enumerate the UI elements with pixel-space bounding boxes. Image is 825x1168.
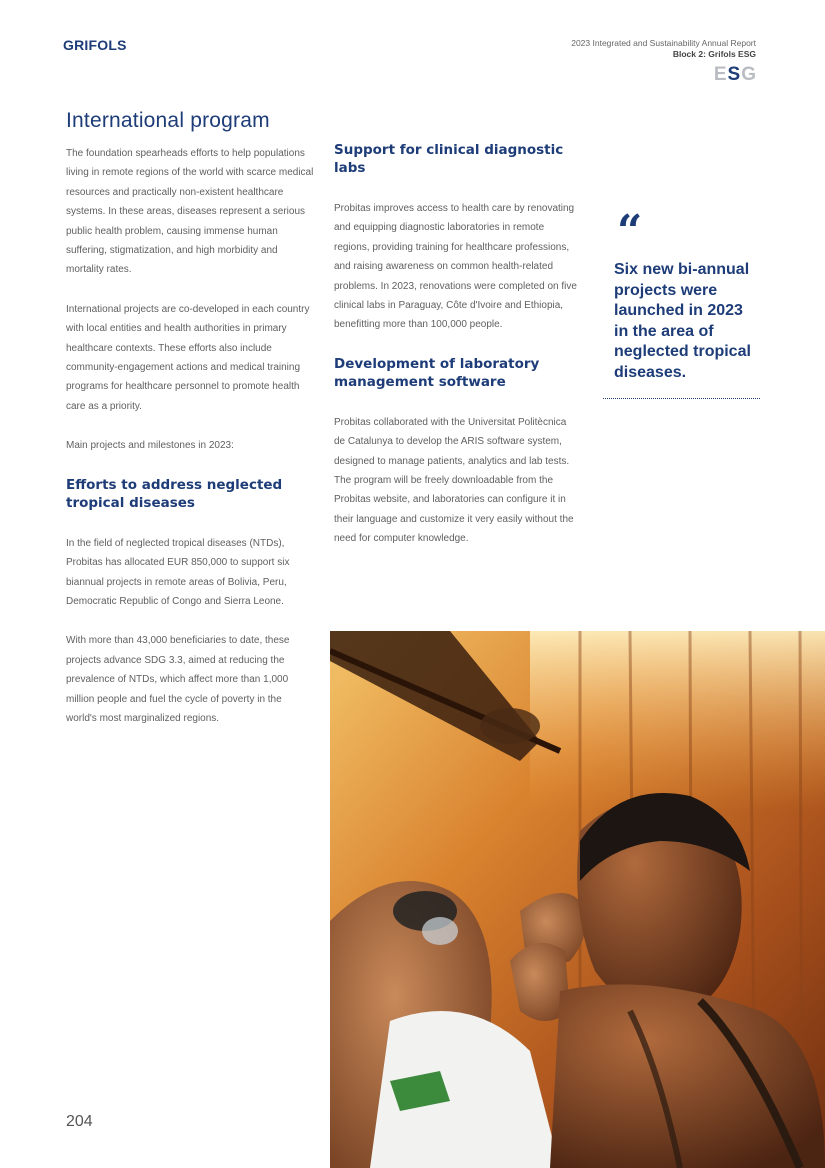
- milestones-paragraph: Main projects and milestones in 2023:: [66, 440, 234, 452]
- esg-badge: [714, 64, 757, 86]
- labs-heading: Support for clinical diagnostic labs: [334, 142, 564, 176]
- report-block: Block 2: Grifols ESG: [672, 49, 756, 59]
- labs-paragraph: Probitas improves access to health care by renovating and equipping diagnostic laboratories in remote regions, providing training for healthcare professions, and raising awareness on common health-related problems. In 2023, renovations were completed on five clinical labs in Paraguay, Côte d'Ivoire and Ethiopia, benefitting more than 100,000 people.: [334, 203, 577, 331]
- esg-letter-g: G: [741, 64, 757, 85]
- page-title: International program: [66, 109, 270, 133]
- quote-divider: [603, 398, 760, 399]
- left-column: [66, 144, 314, 748]
- report-title: 2023 Integrated and Sustainability Annual Report: [571, 38, 756, 48]
- software-paragraph: Probitas collaborated with the Universitat Politècnica de Catalunya to develop the ARIS software system, designed to manage patients, analytics and lab tests. The program will be freely downloadable from the Probitas website, and laboratories can configure it in their language and customize it very easily without the need for computer knowledge.: [334, 416, 574, 545]
- middle-column: [334, 141, 578, 569]
- quote-mark-icon: “: [617, 206, 643, 257]
- intro-paragraph: The foundation spearheads efforts to help populations living in remote regions of the world with scarce medical resources and practically non-existent healthcare systems. In these areas, diseases represent a serious public health problem, causing immense human suffering, stigmatization, and high morbidity and mortality rates.: [66, 148, 314, 276]
- page-number: 204: [66, 1113, 93, 1130]
- report-header: [571, 38, 756, 60]
- esg-letter-s: S: [727, 64, 742, 85]
- software-heading: Development of laboratory management software: [334, 355, 540, 390]
- ntd-heading: Efforts to address neglected tropical diseases: [66, 476, 283, 511]
- field-photo: [330, 631, 825, 1168]
- field-photo-illustration: [330, 631, 825, 1168]
- grifols-logo: GRIFOLS: [63, 37, 127, 53]
- ntd-paragraph-1: In the field of neglected tropical diseases (NTDs), Probitas has allocated EUR 850,000 to support six biannual projects in remote areas of Bolivia, Peru, Democratic Republic of Congo and Sierra Leone.: [66, 537, 290, 607]
- pull-quote: Six new bi-annual projects were launched in 2023 in the area of neglected tropical diseases.: [614, 261, 751, 381]
- esg-letter-e: E: [713, 64, 728, 85]
- ntd-paragraph-2: With more than 43,000 beneficiaries to date, these projects advance SDG 3.3, aimed at reducing the prevalence of NTDs, which affect more than 1,000 million people and fuel the cycle of poverty in the world's most marginalized regions.: [66, 635, 290, 724]
- projects-paragraph: International projects are co-developed in each country with local entities and health authorities in primary healthcare contexts. These efforts also include community-engagement actions and medical training programs for healthcare personnel to promote health care as a priority.: [66, 303, 310, 412]
